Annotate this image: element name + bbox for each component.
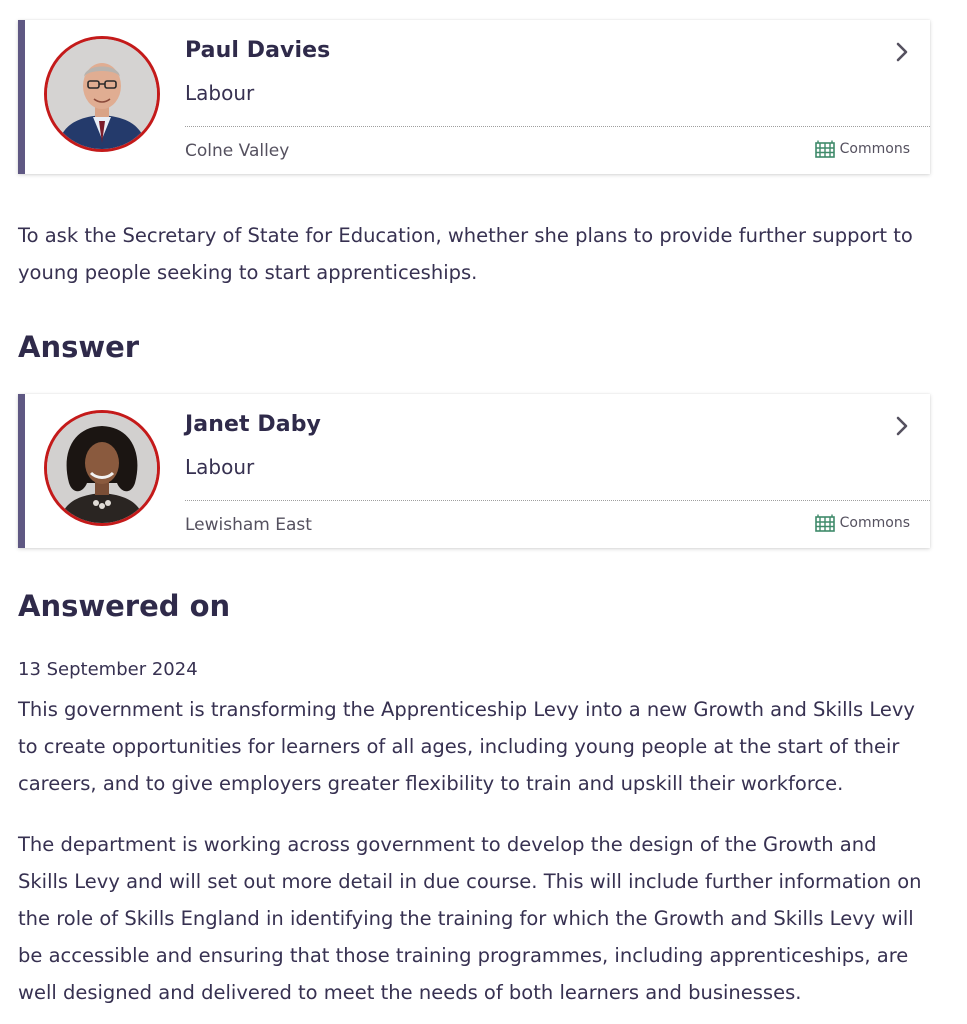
house-badge <box>815 514 910 532</box>
answer-heading: Answer <box>18 330 140 364</box>
answering-member-constituency: Lewisham East <box>185 515 312 535</box>
answered-on-heading: Answered on <box>18 589 231 623</box>
house-label: Commons <box>839 515 910 531</box>
asking-member-name[interactable]: Paul Davies <box>185 38 331 63</box>
chevron-right-icon[interactable] <box>894 41 910 63</box>
asking-member-party: Labour <box>185 81 255 105</box>
card-divider <box>185 126 930 127</box>
house-label: Commons <box>839 141 910 157</box>
asking-member-card[interactable] <box>18 20 930 174</box>
answering-member-party: Labour <box>185 455 255 479</box>
question-text: To ask the Secretary of State for Education, whether she plans to provide further support to young people seeking to start apprenticeships. <box>18 224 913 284</box>
asking-member-constituency: Colne Valley <box>185 141 290 161</box>
chevron-right-icon[interactable] <box>894 415 910 437</box>
asking-member-avatar <box>44 36 160 152</box>
answer-paragraph: The department is working across government to develop the design of the Growth and Skills Levy and will set out more detail in due course. This will include further information on the role of Skills England in identifying the training for which the Growth and Skills Levy will be accessible and ensuring that those training programmes, including apprenticeships, are well designed and delivered to meet the needs of both learners and businesses. <box>18 833 922 1004</box>
answer-paragraph: This government is transforming the Apprenticeship Levy into a new Growth and Skills Levy to create opportunities for learners of all ages, including young people at the start of their careers, and to give employers greater flexibility to train and upskill their workforce. <box>18 698 915 795</box>
card-divider <box>185 500 930 501</box>
answer-date: 13 September 2024 <box>18 659 198 680</box>
portcullis-icon <box>815 140 835 158</box>
house-badge <box>815 140 910 158</box>
answering-member-avatar <box>44 410 160 526</box>
portcullis-icon <box>815 514 835 532</box>
answering-member-name[interactable]: Janet Daby <box>185 412 321 437</box>
answering-member-card[interactable] <box>18 394 930 548</box>
